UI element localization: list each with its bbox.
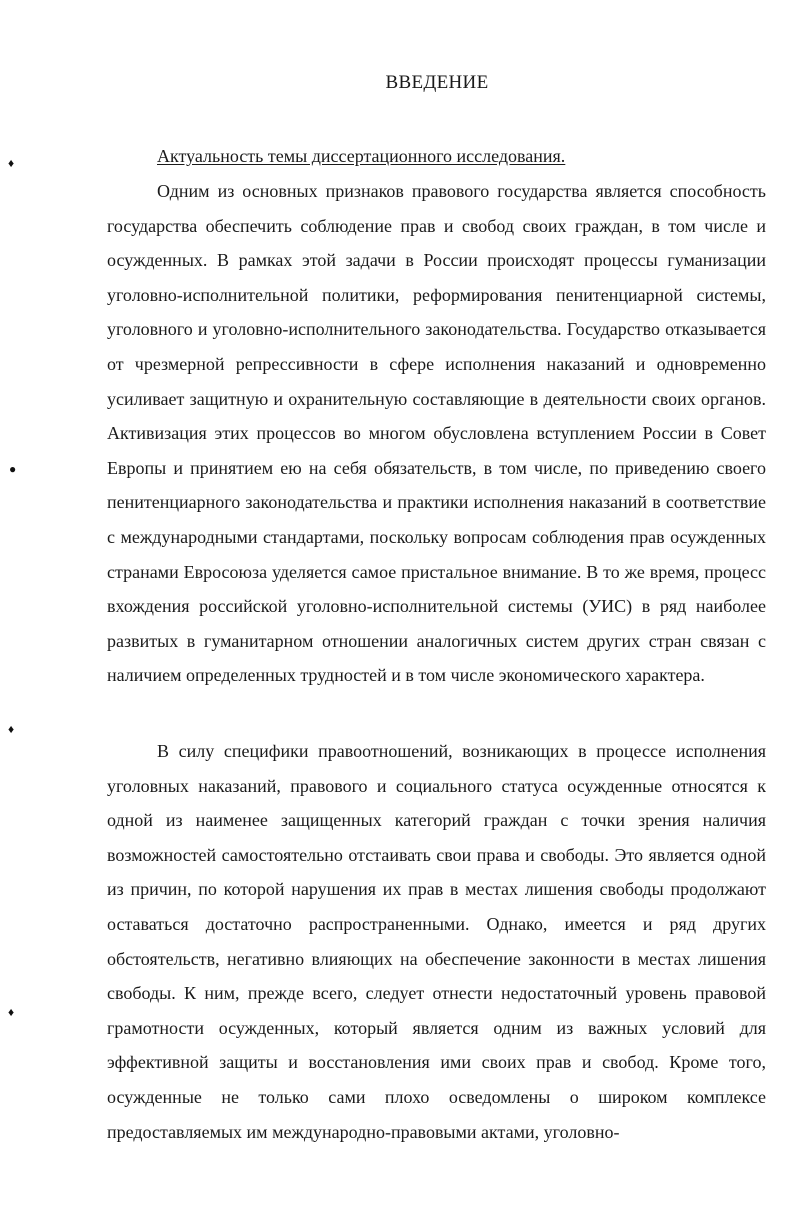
binding-hole-mark-1: ♦ bbox=[8, 156, 15, 170]
binding-hole-mark-2: ● bbox=[9, 462, 17, 476]
binding-hole-mark-4: ♦ bbox=[8, 1005, 15, 1019]
page-title: ВВЕДЕНИЕ bbox=[385, 72, 489, 93]
section-heading: Актуальность темы диссертационного исследования. bbox=[157, 146, 566, 166]
paragraph-1: Одним из основных признаков правового государства является способность государства обеспечить соблюдение прав и свобод своих граждан, в том числе и осужденных. В рамках этой задачи в России происходят процессы гуманизации уголовно-исполнительной политики, реформирования пенитенциарной системы, уголовного и уголовно-исполнительного законодательства. Государство отказывается от чрезмерной репрессивности в сфере исполнения наказаний и одновременно усиливает защитную и охранительную составляющие в деятельности своих органов. Активизация этих процессов во многом обусловлена вступлением России в Совет Европы и принятием ею на себя обязательств, в том числе, по приведению своего пенитенциарного законодательства и практики исполнения наказаний в соответствие с международными стандартами, поскольку вопросам соблюдения прав осужденных странами Евросоюза уделяется самое пристальное внимание. В то же время, процесс вхождения российской уголовно-исполнительной системы (УИС) в ряд наиболее развитых в гуманитарном отношении аналогичных систем других стран связан с наличием определенных трудностей и в том числе экономического характера. bbox=[107, 181, 766, 686]
binding-hole-mark-3: ♦ bbox=[8, 722, 15, 736]
paragraph-2: В силу специфики правоотношений, возникающих в процессе исполнения уголовных наказаний, правового и социального статуса осужденные относятся к одной из наименее защищенных категорий граждан с точки зрения наличия возможностей самостоятельно отстаивать свои права и свободы. Это является одной из причин, по которой нарушения их прав в местах лишения свободы продолжают оставаться достаточно распространенными. Однако, имеется и ряд других обстоятельств, негативно влияющих на обеспечение законности в местах лишения свободы. К ним, прежде всего, следует отнести недостаточный уровень правовой грамотности осужденных, который является одним из важных условий для эффективной защиты и восстановления ими своих прав и свобод. Кроме того, осужденные не только сами плохо осведомлены о широком комплексе предоставляемых им международно-правовыми актами, уголовно- bbox=[107, 741, 766, 1142]
